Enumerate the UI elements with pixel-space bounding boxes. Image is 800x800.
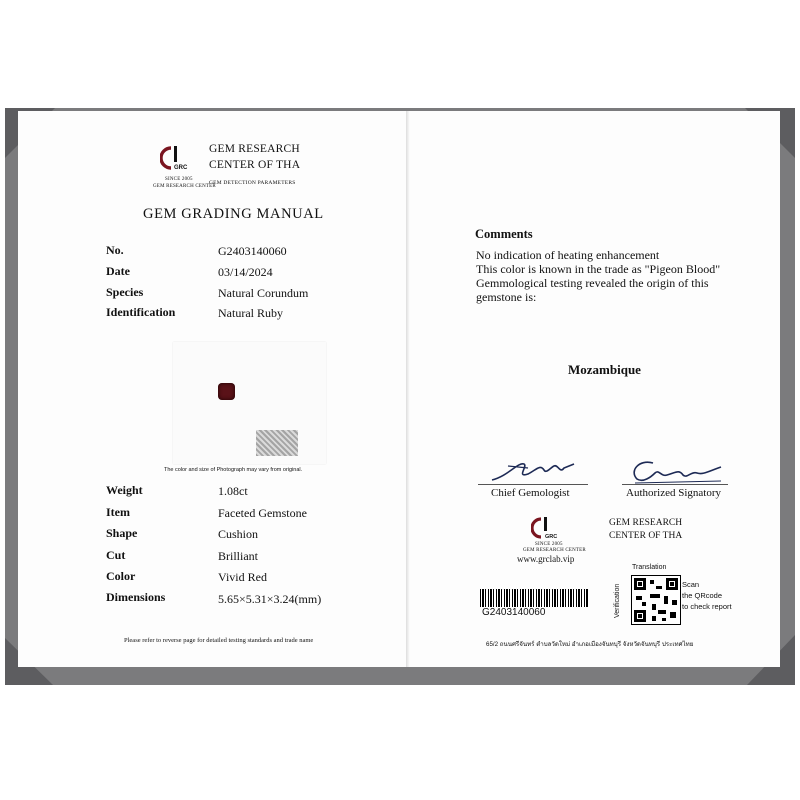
signature-line-left [478, 484, 588, 485]
field-label-cut: Cut [106, 548, 126, 562]
lab-name-line2: CENTER OF THA [209, 159, 301, 171]
field-label-dimensions: Dimensions [106, 590, 166, 604]
back-lab-name-line1: GEM RESEARCH [609, 518, 683, 528]
lab-name-line1: GEM RESEARCH [209, 143, 300, 155]
back-lab-name-line2: CENTER OF THA [609, 531, 683, 541]
field-label-date: Date [106, 264, 130, 278]
lab-website: www.grclab.vip [517, 554, 575, 564]
origin-value: Mozambique [568, 362, 641, 377]
qr-instruction-line-2: the QRcode [682, 591, 723, 600]
qr-top-label: Translation [632, 564, 667, 571]
hologram-sticker [256, 430, 298, 456]
ruby-gem-image [218, 383, 235, 400]
field-value-item: Faceted Gemstone [218, 506, 307, 520]
lab-address: 65/2 ถนนศรีจันทร์ ตำบลวัดใหม่ อำเภอเมืองจันทบุรี จังหวัดจันทบุรี ประเทศไทย [486, 641, 694, 648]
field-label-item: Item [106, 505, 130, 519]
qr-instruction-line-1: Scan [682, 580, 700, 589]
page-spine [406, 111, 410, 667]
field-value-weight: 1.08ct [218, 484, 248, 498]
field-value-color: Vivid Red [218, 570, 267, 584]
field-value-no: G2403140060 [218, 244, 287, 258]
comment-line-2: This color is known in the trade as "Pigeon Blood" [476, 262, 721, 276]
report-footnote: Please refer to reverse page for detailed testing standards and trade name [124, 637, 314, 644]
field-label-species: Species [106, 285, 144, 299]
authorized-signatory-label: Authorized Signatory [626, 487, 722, 499]
field-label-color: Color [106, 569, 136, 583]
comment-line-4: gemstone is: [476, 290, 537, 304]
verification-qr-code[interactable] [631, 575, 681, 625]
gem-photo [173, 342, 326, 464]
lab-subtitle: GEM DETECTION PARAMETERS [209, 180, 296, 186]
field-value-cut: Brilliant [218, 549, 258, 563]
comment-line-1: No indication of heating enhancement [476, 248, 660, 262]
back-logo-center-name: GEM RESEARCH CENTER [523, 548, 586, 553]
report-barcode [480, 589, 588, 607]
field-label-no: No. [106, 243, 124, 257]
field-value-dimensions: 5.65×5.31×3.24(mm) [218, 592, 322, 606]
field-value-date: 03/14/2024 [218, 265, 273, 279]
comments-heading: Comments [475, 227, 533, 241]
logo-center-name: GEM RESEARCH CENTER [153, 184, 216, 189]
field-value-species: Natural Corundum [218, 286, 309, 300]
qr-instruction-line-3: to check report [682, 602, 732, 611]
chief-gemologist-label: Chief Gemologist [491, 487, 570, 499]
report-title: GEM GRADING MANUAL [143, 206, 324, 222]
authorized-signature [625, 455, 725, 487]
comment-line-3: Gemmological testing revealed the origin of this [476, 276, 709, 290]
signature-line-right [622, 484, 728, 485]
qr-side-label: Verification [614, 583, 621, 618]
field-label-shape: Shape [106, 526, 138, 540]
logo-since: SINCE 2005 [165, 177, 193, 182]
field-value-identification: Natural Ruby [218, 306, 283, 320]
back-logo-text: GRC [545, 534, 558, 540]
qr-instructions [682, 579, 732, 612]
photo-caption: The color and size of Photograph may vary from original. [164, 467, 303, 473]
logo-text: GRC [174, 165, 188, 171]
field-label-identification: Identification [106, 305, 176, 319]
back-logo-since: SINCE 2005 [535, 542, 563, 547]
barcode-number: G2403140060 [482, 607, 546, 618]
field-label-weight: Weight [106, 483, 143, 497]
field-value-shape: Cushion [218, 527, 259, 541]
chief-gemologist-signature [488, 454, 578, 486]
